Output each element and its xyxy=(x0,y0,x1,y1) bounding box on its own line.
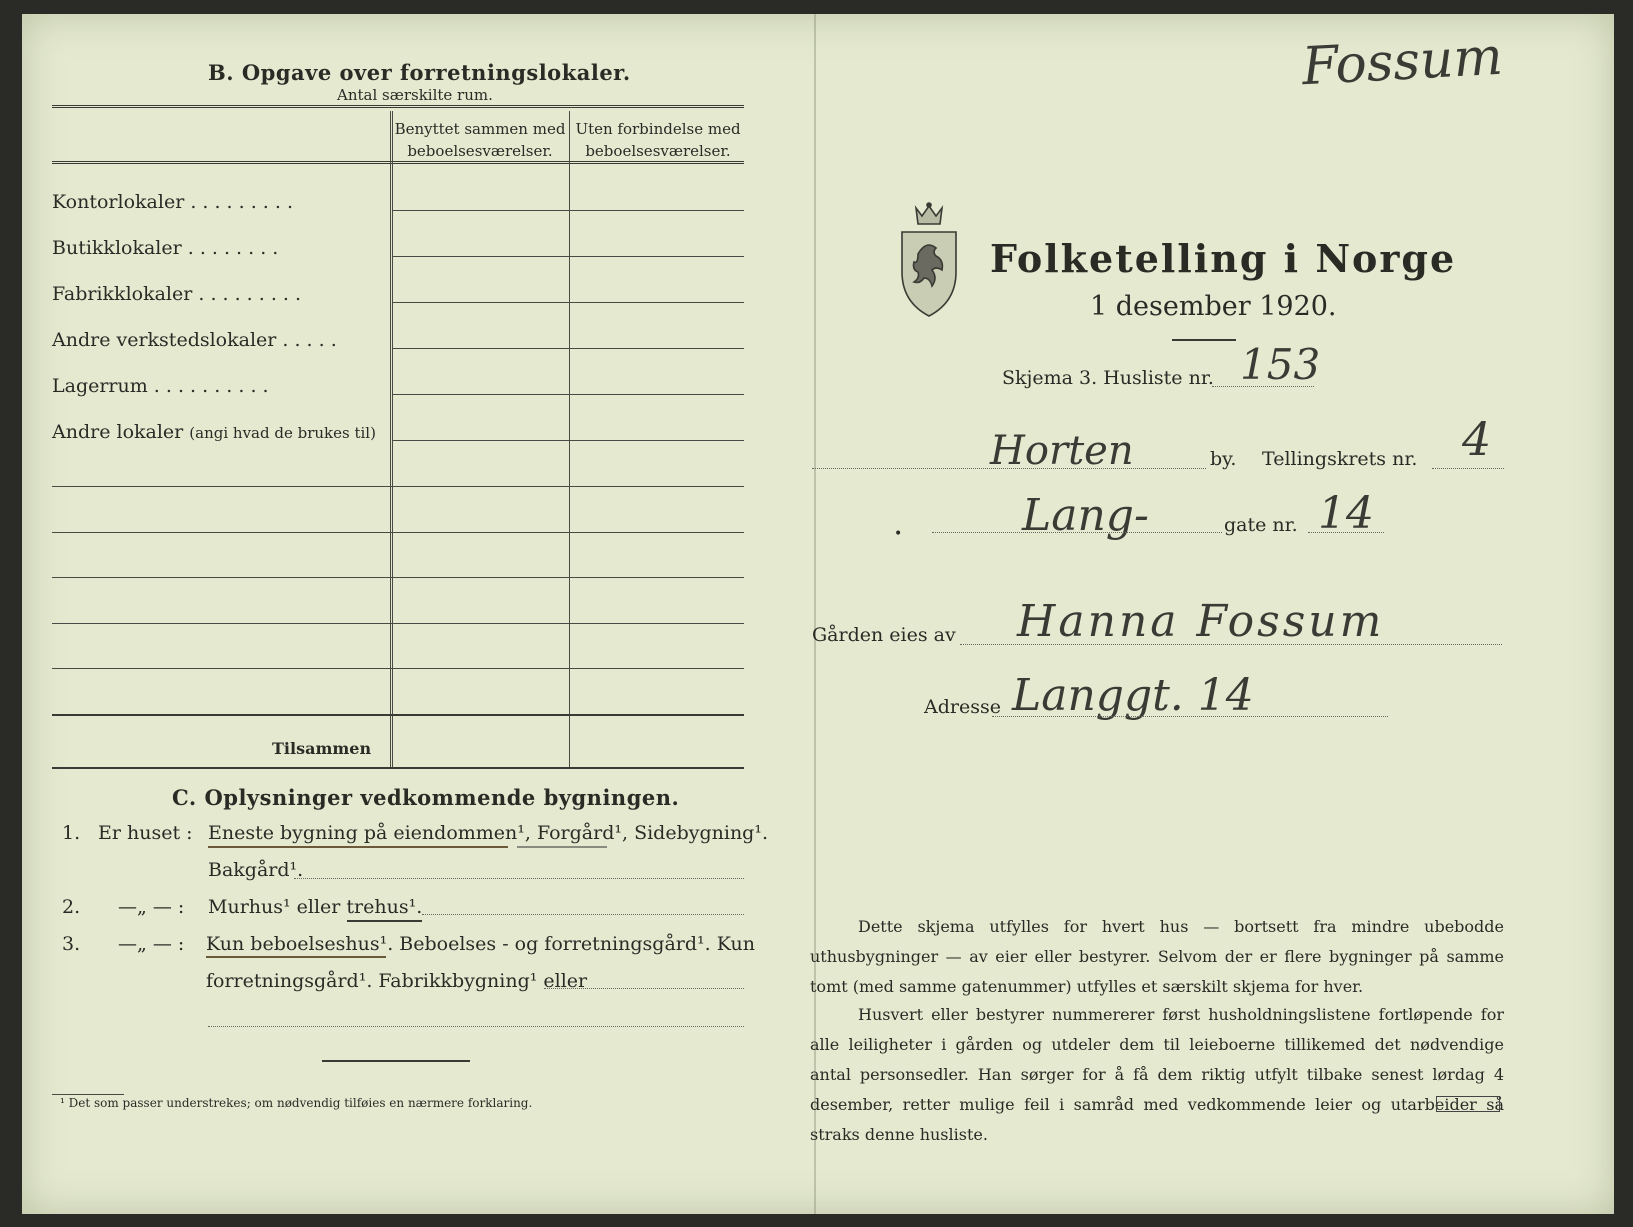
total-label: Tilsammen xyxy=(272,739,372,758)
table-top-rule xyxy=(52,105,744,108)
handwritten-underline xyxy=(206,956,386,958)
table-header-rule xyxy=(52,161,744,164)
row-label-andre-verkstedslokaler: Andre verkstedslokaler . . . . . xyxy=(52,329,337,351)
district-label: Tellingskrets nr. xyxy=(1262,448,1418,470)
row-label-butikklokaler: Butikklokaler . . . . . . . . xyxy=(52,237,279,259)
address-value[interactable]: Langgt. 14 xyxy=(1012,670,1254,721)
form-date: 1 desember 1920. xyxy=(1090,291,1337,322)
fill-line xyxy=(1308,532,1384,533)
column-header-line: beboelsesværelser. xyxy=(585,142,731,160)
fill-line xyxy=(992,716,1388,717)
fill-line xyxy=(932,532,1222,533)
census-form-sheet xyxy=(22,14,1614,1214)
building-type-options: Eneste bygning på eiendommen¹, Forgård¹, Sidebygning¹. xyxy=(208,822,768,844)
instructions-paragraph-1: Dette skjema utfylles for hvert hus — bortsett fra mindre ubebodde uthusbygninger — av eier eller bestyrer. Selvom der er flere bygninger på samme tomt (med samme gatenummer) utfylles et særskilt skjema for hver. xyxy=(810,917,1504,996)
usage-options-cont: forretningsgård¹. Fabrikkbygning¹ eller xyxy=(206,970,588,992)
blank-row-rule xyxy=(52,577,744,578)
fill-line xyxy=(294,878,744,879)
row-rule xyxy=(392,394,744,395)
instructions-paragraph-2: Husvert eller bestyrer nummererer først husholdningslistene fortløpende for alle leiligheter i gården og utdeler dem til leieboerne tillikemed det nødvendige antal personsedler. Han sørger for å få dem riktig utfylt tilbake senest lørdag 4 desember, retter mulige feil i samråd med vedkommende leier og utarbeider så straks denne husliste. xyxy=(810,1005,1504,1144)
fill-line xyxy=(1212,386,1314,387)
separator-rule xyxy=(322,1060,470,1062)
item-number: 2. xyxy=(62,896,81,918)
column-header-line: Benyttet sammen med xyxy=(394,120,566,138)
form-title: Folketelling i Norge xyxy=(990,236,1457,281)
skjema-label: Skjema 3. Husliste nr. xyxy=(1002,367,1214,389)
row-label-fabrikklokaler: Fabrikklokaler . . . . . . . . . xyxy=(52,283,302,305)
city-value[interactable]: Horten xyxy=(990,428,1134,474)
owner-label: Gården eies av xyxy=(812,624,956,646)
street-number[interactable]: 14 xyxy=(1318,488,1374,539)
row-label-text: Andre lokaler xyxy=(52,421,184,443)
printer-stamp-icon xyxy=(1436,1096,1500,1112)
row-label-andre-lokaler xyxy=(52,421,376,443)
footnote-rule xyxy=(52,1094,124,1095)
column-header-without-dwelling xyxy=(570,118,746,162)
title-rule xyxy=(1172,339,1236,341)
row-rule xyxy=(392,210,744,211)
address-label: Adresse xyxy=(924,696,1001,718)
dot-mark: • xyxy=(894,526,903,542)
row-label-note: (angi hvad de brukes til) xyxy=(189,424,376,442)
row-rule xyxy=(392,256,744,257)
item-number: 3. xyxy=(62,933,81,955)
fill-line xyxy=(960,644,1502,645)
row-label-lagerrum: Lagerrum . . . . . . . . . . xyxy=(52,375,269,397)
item-number: 1. xyxy=(62,822,81,844)
fill-line xyxy=(544,988,744,989)
district-number[interactable]: 4 xyxy=(1462,412,1492,466)
coat-of-arms-icon xyxy=(896,202,962,320)
row-rule xyxy=(392,348,744,349)
blank-row-rule xyxy=(52,668,744,669)
total-rule xyxy=(52,714,744,716)
blank-row-rule xyxy=(52,532,744,533)
fill-line xyxy=(422,914,744,915)
column-header-line: beboelsesværelser. xyxy=(407,142,553,160)
usage-options: Kun beboelseshus¹. Beboelses - og forretningsgård¹. Kun xyxy=(206,933,755,955)
column-header-with-dwelling xyxy=(394,118,566,162)
section-b-subtitle: Antal særskilte rum. xyxy=(337,86,493,104)
handwritten-underline xyxy=(517,846,607,848)
building-type-options-cont: Bakgård¹. xyxy=(208,859,304,881)
section-b-title: B. Opgave over forretningslokaler. xyxy=(208,60,631,85)
fill-line xyxy=(208,1026,744,1027)
husliste-number[interactable]: 153 xyxy=(1240,340,1321,389)
city-label: by. xyxy=(1210,448,1237,470)
footnote: ¹ Det som passer understrekes; om nødvendig tilføies en nærmere forklaring. xyxy=(60,1096,533,1110)
street-label: gate nr. xyxy=(1224,514,1298,536)
column-header-line: Uten forbindelse med xyxy=(575,120,741,138)
owner-value[interactable]: Hanna Fossum xyxy=(1017,596,1385,647)
material-options: Murhus¹ eller trehus¹. xyxy=(208,896,423,918)
fill-line xyxy=(812,468,1206,469)
item-label: Er huset : xyxy=(98,822,193,844)
handwritten-surname: Fossum xyxy=(1300,26,1505,98)
row-label-kontorlokaler: Kontorlokaler . . . . . . . . . xyxy=(52,191,293,213)
handwritten-underline xyxy=(208,846,508,848)
row-rule xyxy=(392,302,744,303)
item-label: —„ — : xyxy=(118,896,185,918)
section-c-title: C. Oplysninger vedkommende bygningen. xyxy=(172,785,680,810)
street-value[interactable]: Lang- xyxy=(1022,490,1149,541)
blank-row-rule xyxy=(52,486,744,487)
table-bottom-rule xyxy=(52,767,744,769)
fill-line xyxy=(1432,468,1504,469)
row-rule xyxy=(392,440,744,441)
blank-row-rule xyxy=(52,623,744,624)
handwritten-underline xyxy=(347,920,422,922)
item-label: —„ — : xyxy=(118,933,185,955)
